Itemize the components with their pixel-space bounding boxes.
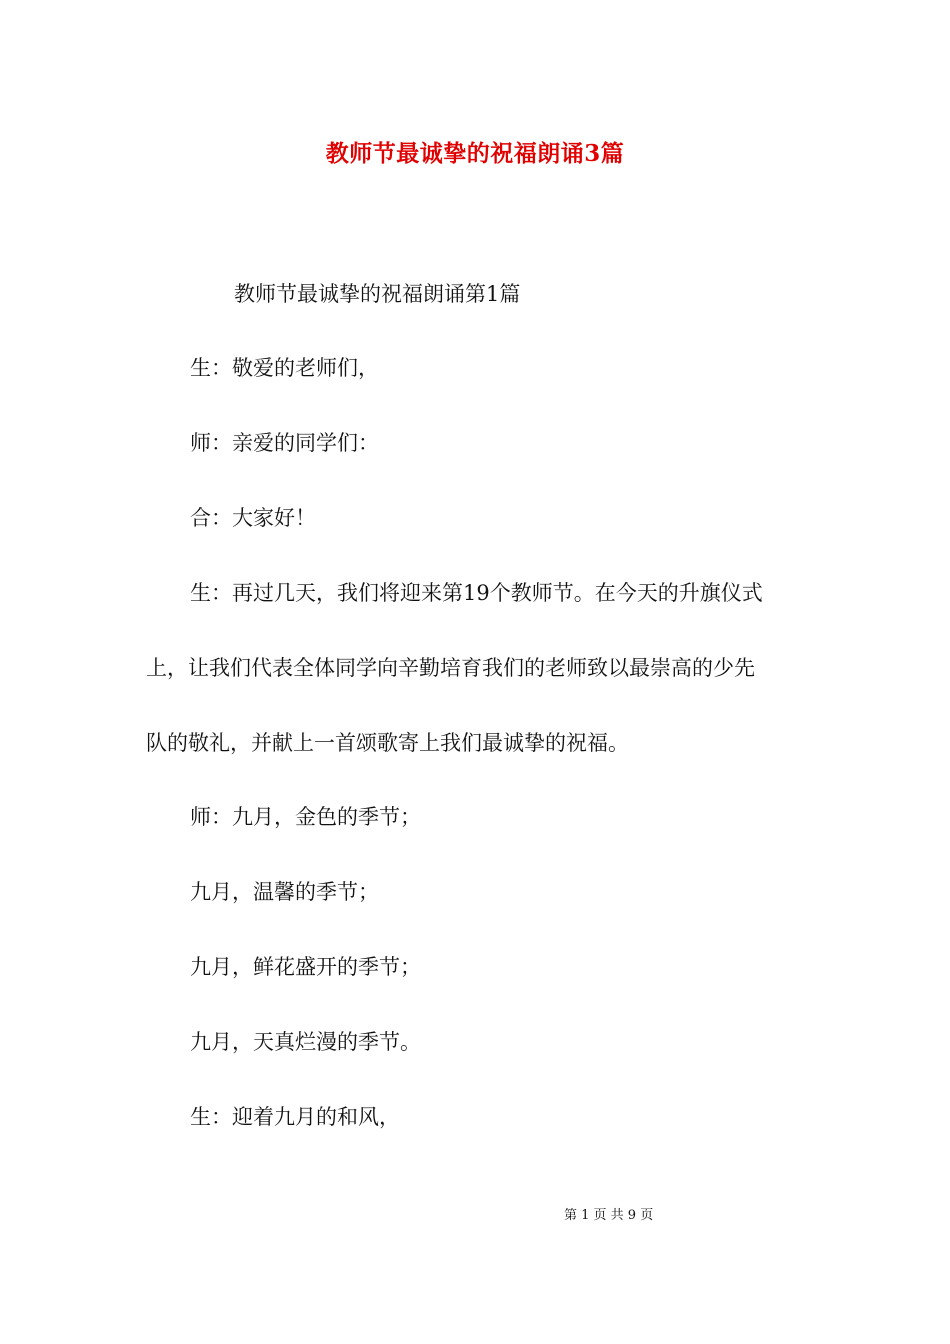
page-number: 第 1 页 共 9 页 xyxy=(564,1208,654,1223)
paragraph: 九月，温馨的季节； xyxy=(190,880,379,904)
paragraph: 师：九月，金色的季节； xyxy=(190,805,421,829)
paragraph: 师：亲爱的同学们： xyxy=(190,431,379,455)
paragraph: 生：敬爱的老师们， xyxy=(190,356,379,380)
paragraph: 生：迎着九月的和风， xyxy=(190,1105,400,1129)
paragraph: 九月，天真烂漫的季节。 xyxy=(190,1030,421,1054)
paragraph: 队的敬礼，并献上一首颂歌寄上我们最诚挚的祝福。 xyxy=(146,731,629,755)
document-title: 教师节最诚挚的祝福朗诵3篇 xyxy=(325,140,625,167)
paragraph: 九月，鲜花盛开的季节； xyxy=(190,955,421,979)
section-heading: 教师节最诚挚的祝福朗诵第1篇 xyxy=(234,282,521,306)
paragraph: 生：再过几天，我们将迎来第19个教师节。在今天的升旗仪式 xyxy=(190,581,763,605)
paragraph: 上，让我们代表全体同学向辛勤培育我们的老师致以最崇高的少先 xyxy=(146,656,755,680)
paragraph: 合：大家好！ xyxy=(190,506,316,530)
